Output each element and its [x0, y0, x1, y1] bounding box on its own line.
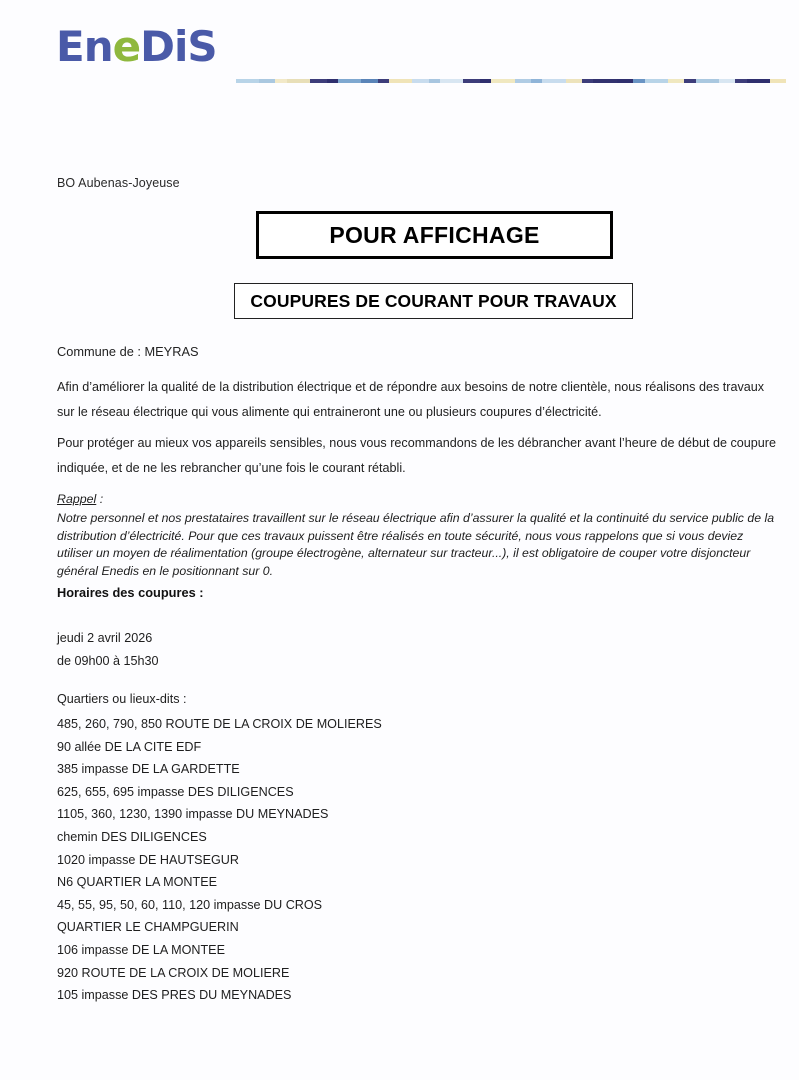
logo-text-part-3: DiS [140, 22, 217, 71]
rule-segment [310, 79, 326, 83]
paragraph-protection: Pour protéger au mieux vos appareils sensibles, nous vous recommandons de les débrancher avant l’heure de début de coupure indiquée, et de ne les rebrancher qu’une fois le courant rétabli. [57, 436, 776, 475]
rule-segment [747, 79, 770, 83]
rule-segment [389, 79, 412, 83]
address-line: 625, 655, 695 impasse DES DILIGENCES [57, 784, 294, 799]
title-primary-text: POUR AFFICHAGE [329, 221, 540, 248]
address-line: 920 ROUTE DE LA CROIX DE MOLIERE [57, 965, 290, 980]
title-secondary-text: COUPURES DE COURANT POUR TRAVAUX [250, 290, 617, 311]
rule-segment [582, 79, 594, 83]
rappel-heading [57, 492, 103, 506]
title-box-pour-affichage [256, 211, 613, 259]
rule-segment [440, 79, 463, 83]
address-line: N6 QUARTIER LA MONTEE [57, 875, 218, 890]
schedule-line: jeudi 2 avril 2026 [57, 631, 153, 645]
paragraph-amelioration: Afin d’améliorer la qualité de la distribution électrique et de répondre aux besoins de notre clientèle, nous réalisons des travaux sur le réseau électrique qui vous alimente qui entraineront une ou plusieurs coupures d’électricité. [57, 380, 765, 419]
rule-segment [593, 79, 616, 83]
rule-segment [327, 79, 339, 83]
rule-segment [463, 79, 479, 83]
rule-segment [429, 79, 441, 83]
title-box-coupures-travaux [234, 283, 633, 319]
rule-segment [378, 79, 390, 83]
rappel-heading-colon: : [96, 492, 104, 506]
document-header [0, 24, 799, 76]
commune-line: Commune de : MEYRAS [57, 344, 199, 359]
rule-segment [566, 79, 582, 83]
rule-segment [542, 79, 565, 83]
address-line: 385 impasse DE LA GARDETTE [57, 762, 240, 777]
address-line: QUARTIER LE CHAMPGUERIN [57, 920, 239, 935]
address-line: chemin DES DILIGENCES [57, 829, 207, 844]
rule-segment [515, 79, 531, 83]
rule-segment [259, 79, 275, 83]
logo-text-part-1: En [56, 22, 113, 71]
rule-segment [491, 79, 514, 83]
address-list [57, 713, 382, 1007]
schedule-line: de 09h00 à 15h30 [57, 653, 159, 668]
rule-segment [617, 79, 633, 83]
rule-segment [412, 79, 428, 83]
rule-segment [735, 79, 747, 83]
rule-segment [275, 79, 287, 83]
rappel-heading-label: Rappel [57, 492, 97, 506]
enedis-logo [56, 24, 217, 70]
logo-text-part-2: e [112, 22, 141, 71]
address-line: 45, 55, 95, 50, 60, 110, 120 impasse DU CROS [57, 897, 323, 912]
rule-segment [480, 79, 492, 83]
header-decorative-rule [236, 79, 786, 83]
address-line: 90 allée DE LA CITE EDF [57, 739, 202, 754]
rule-segment [361, 79, 377, 83]
rule-segment [668, 79, 684, 83]
rappel-paragraph: Notre personnel et nos prestataires travaillent sur le réseau électrique afin d’assurer la qualité et la continuité du service public de la distribution d’électricité. Pour que ces travaux puissent être réalisés en toute sécurité, nous vous rappelons que si vous deviez utiliser un moyen de réalimentation (groupe électrogène, alternateur sur tracteur...), il est obligatoire de couper votre disjoncteur général Enedis en le positionnant sur 0. [57, 511, 775, 578]
horaires-heading: Horaires des coupures : [57, 585, 204, 600]
office-label: BO Aubenas-Joyeuse [57, 176, 180, 190]
rule-segment [645, 79, 668, 83]
rule-segment [236, 79, 259, 83]
address-line: 1020 impasse DE HAUTSEGUR [57, 852, 239, 867]
address-line: 105 impasse DES PRES DU MEYNADES [57, 988, 292, 1003]
rule-segment [684, 79, 696, 83]
rule-segment [531, 79, 543, 83]
rule-segment [770, 79, 786, 83]
address-line: 485, 260, 790, 850 ROUTE DE LA CROIX DE MOLIERES [57, 717, 382, 731]
schedule-list [57, 627, 159, 672]
rule-segment [338, 79, 361, 83]
address-line: 106 impasse DE LA MONTEE [57, 942, 225, 957]
quartiers-heading: Quartiers ou lieux-dits : [57, 692, 187, 706]
rule-segment [696, 79, 719, 83]
rule-segment [287, 79, 310, 83]
address-line: 1105, 360, 1230, 1390 impasse DU MEYNADES [57, 807, 329, 822]
rule-segment [719, 79, 735, 83]
rule-segment [633, 79, 645, 83]
